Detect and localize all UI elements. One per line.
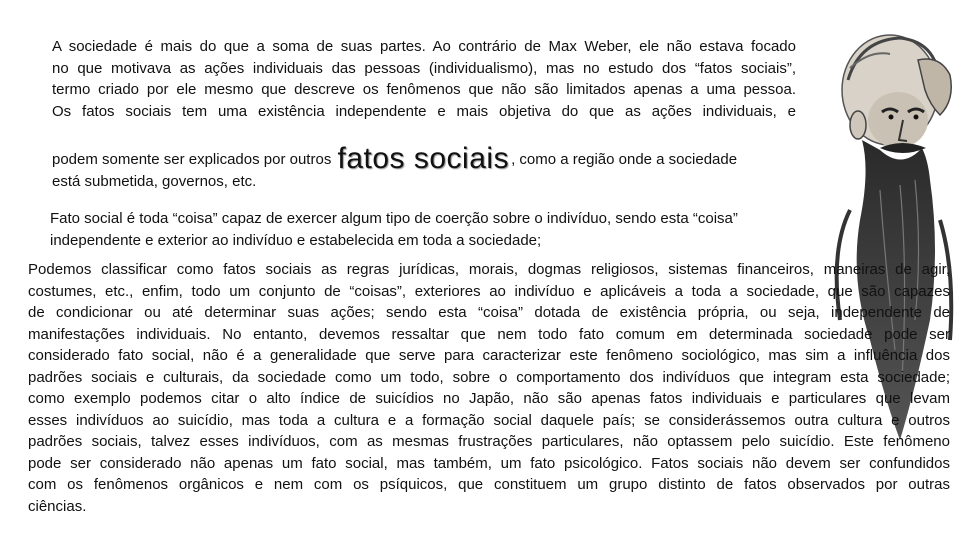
- paragraph-definition: [50, 208, 810, 251]
- paragraph-line: no que motivava as ações individuais das pessoas (individualismo), mas no estudo dos “fatos sociais”,: [52, 59, 796, 77]
- paragraph-line: Os fatos sociais tem uma existência independente e mais objetiva do que as ações individuais, e: [52, 102, 796, 120]
- paragraph-line: independente e exterior ao indivíduo e estabelecida em toda a sociedade;: [50, 231, 542, 249]
- paragraph-intro: [52, 36, 796, 122]
- paragraph-text: , como a região onde a sociedade: [511, 151, 738, 168]
- paragraph-line: manifestações individuais. No entanto, devemos ressaltar que nem todo fato comum em determinada sociedade pode ser: [28, 325, 950, 343]
- paragraph-text: está submetida, governos, etc.: [52, 172, 257, 190]
- paragraph-line: A sociedade é mais do que a soma de suas partes. Ao contrário de Max Weber, ele não estava focado: [52, 38, 796, 55]
- paragraph-line: termo criado por ele mesmo que descreve os fenômenos que não são limitados apenas a uma pessoa.: [52, 81, 796, 98]
- paragraph-line: de condicionar ou até determinar suas ações; sendo esta “coisa” dotada de existência própria, ou seja, independente de: [28, 304, 950, 321]
- paragraph-line: Podemos classificar como fatos sociais as regras jurídicas, morais, dogmas religiosos, sistemas financeiros, maneiras de agir,: [28, 261, 950, 278]
- paragraph-classification: [28, 259, 950, 517]
- paragraph-line: esses indivíduos ao suicídio, mas toda a cultura e a formação social daquele país; se considerássemos outra cultura e outros: [28, 411, 950, 429]
- paragraph-line: pode ser considerado não apenas um fato social, mas também, um fato psicológico. Fatos sociais não devem ser confundidos: [28, 454, 950, 472]
- paragraph-line: padrões sociais e culturais, da sociedade como um todo, sobre o comportamento dos indivíduos que integram esta sociedade;: [28, 368, 950, 386]
- paragraph-text: podem somente ser explicados por outros: [52, 151, 332, 168]
- paragraph-line: considerado fato social, não é a generalidade que serve para caracterizar este fenômeno sociológico, mas sim a influência dos: [28, 347, 950, 364]
- paragraph-intro-continuation: [52, 140, 796, 192]
- paragraph-line: costumes, etc., enfim, todo um conjunto de “coisas”, exteriores ao indivíduo e aplicáveis a toda a sociedade, que são capazes: [28, 282, 950, 300]
- paragraph-line: com os fenômenos orgânicos e nem com os psíquicos, que constituem um grupo distinto de fatos observados por outras: [28, 476, 950, 493]
- paragraph-line: ciências.: [28, 497, 87, 515]
- highlighted-term: fatos sociais: [337, 142, 510, 175]
- paragraph-line: como exemplo podemos citar o alto índice de suicídios no Japão, não são apenas fatos individuais e particulares que levam: [28, 390, 950, 407]
- paragraph-line: padrões sociais, talvez esses indivíduos, com as mesmas frustrações particulares, não optassem pelo suicídio. Este fenômeno: [28, 433, 950, 450]
- paragraph-line: Fato social é toda “coisa” capaz de exercer algum tipo de coerção sobre o indivíduo, sendo esta “coisa”: [50, 210, 738, 227]
